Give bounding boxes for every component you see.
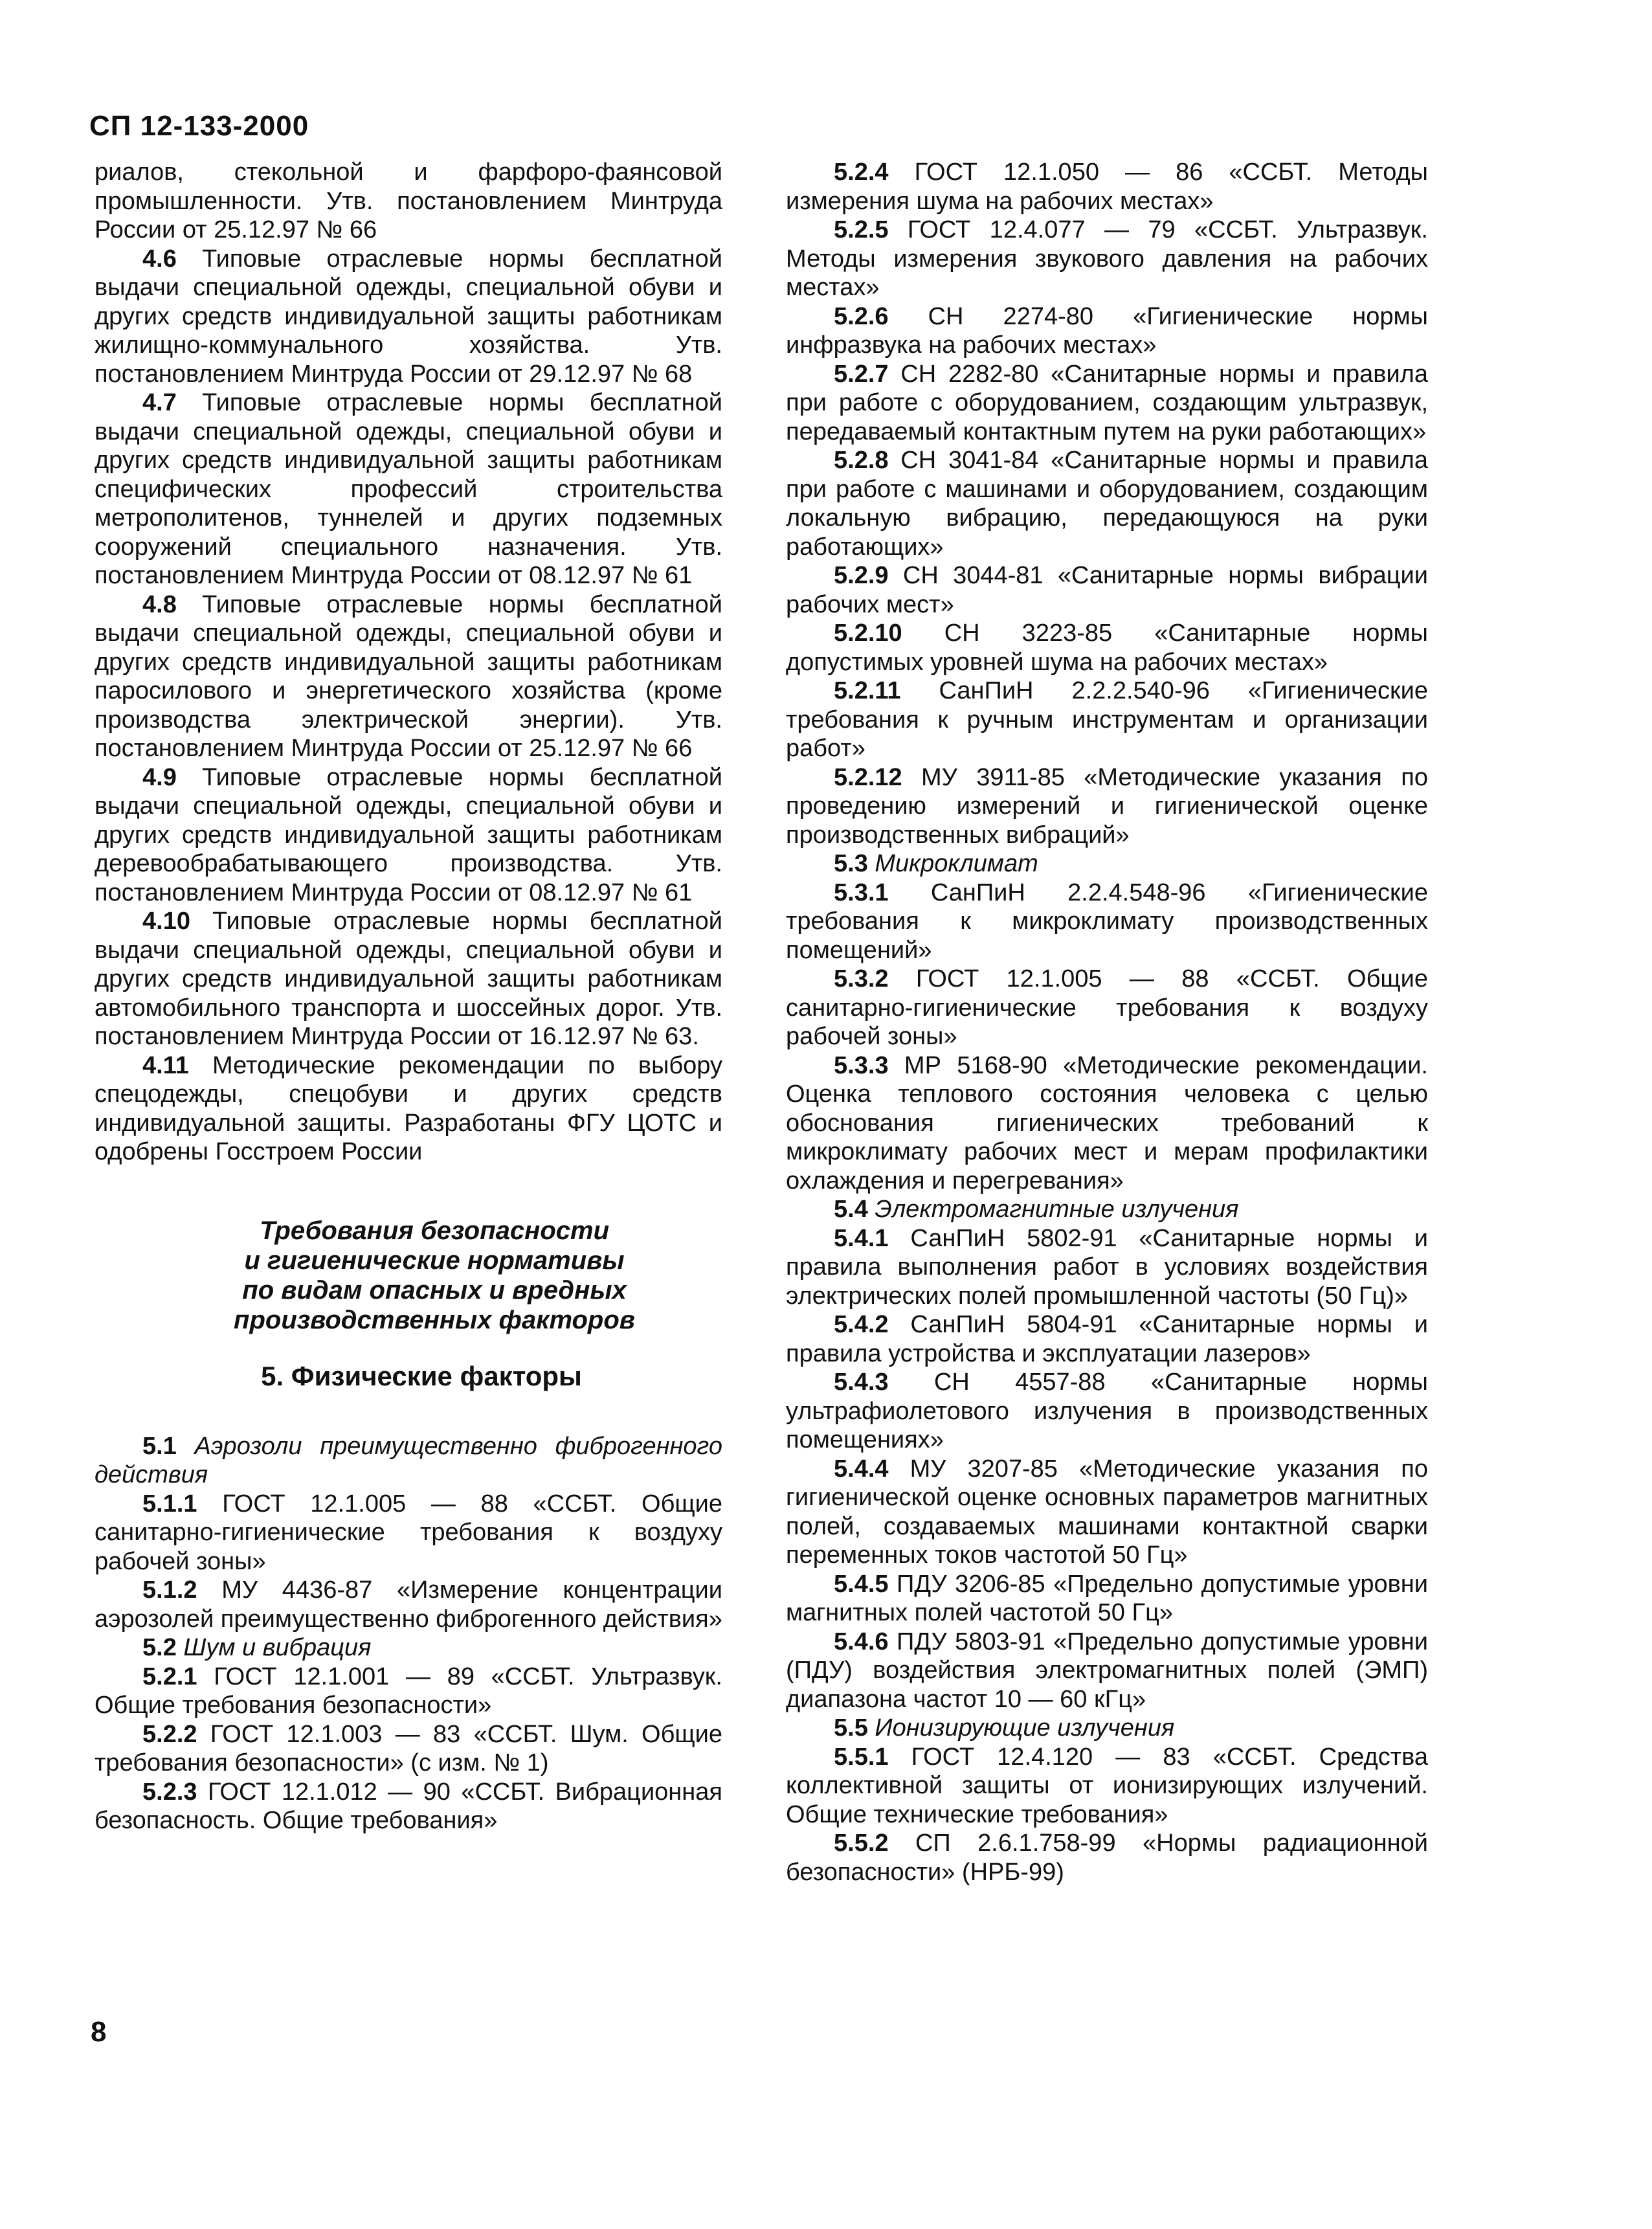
item-5-3-2 bbox=[786, 965, 1428, 1051]
item-5-2-9 bbox=[786, 561, 1428, 619]
item-5-2-1 bbox=[95, 1663, 722, 1720]
item-number: 5.3.3 bbox=[834, 1051, 889, 1079]
item-number: 5.1.2 bbox=[142, 1576, 197, 1604]
subsection-5-3 bbox=[786, 849, 1428, 879]
item-5-2-10 bbox=[786, 619, 1428, 677]
item-number: 4.11 bbox=[142, 1051, 189, 1079]
item-text: СН 3044-81 «Санитарные нормы вибрации рабочих мест» bbox=[786, 562, 1428, 618]
right-column bbox=[786, 158, 1428, 1887]
item-number: 5.2 bbox=[142, 1634, 177, 1661]
item-text: СН 4557-88 «Санитарные нормы ультрафиолетового излучения в производственных помещениях» bbox=[786, 1369, 1428, 1453]
item-text: МУ 4436-87 «Измерение концентрации аэрозолей преимущественно фиброгенного действия» bbox=[95, 1576, 722, 1633]
item-number: 5.2.1 bbox=[142, 1663, 197, 1690]
item-5-3-3 bbox=[786, 1051, 1428, 1196]
item-number: 5.5 bbox=[834, 1714, 868, 1742]
item-5-2-12 bbox=[786, 763, 1428, 850]
item-number: 5.2.12 bbox=[834, 763, 902, 791]
item-text: Ионизирующие излучения bbox=[867, 1714, 1175, 1742]
heading-line: и гигиенические нормативы bbox=[244, 1246, 625, 1275]
item-5-1-2 bbox=[95, 1576, 722, 1633]
item-5-2-8 bbox=[786, 446, 1428, 561]
item-number: 5.2.6 bbox=[834, 302, 889, 330]
item-5-3-1 bbox=[786, 879, 1428, 965]
item-text: Типовые отраслевые нормы бесплатной выдачи специальной одежды, специальной обуви и других средств индивидуальной защиты работникам деревообрабатывающего производства. Утв. постановлением Минтруда России от 08.12.97 № 61 bbox=[95, 763, 722, 906]
item-text: ГОСТ 12.4.120 — 83 «ССБТ. Средства коллективной защиты от ионизирующих излучений. Общие технические требования» bbox=[786, 1743, 1428, 1828]
section-heading bbox=[95, 1216, 722, 1335]
item-5-2-3 bbox=[95, 1778, 722, 1835]
item-text: ГОСТ 12.1.005 — 88 «ССБТ. Общие санитарно-гигиенические требования к воздуху рабочей зоны» bbox=[786, 965, 1428, 1050]
item-5-2-5 bbox=[786, 216, 1428, 302]
item-number: 4.6 bbox=[142, 245, 177, 273]
item-number: 5.2.9 bbox=[834, 562, 889, 589]
item-text: Типовые отраслевые нормы бесплатной выдачи специальной одежды, специальной обуви и других средств индивидуальной защиты работникам специфических профессий строительства метрополитенов, туннелей и других подземных сооружений специального назначения. Утв. постановлением Минтруда России от 08.12.97 № 61 bbox=[95, 389, 722, 589]
item-text: МУ 3207-85 «Методические указания по гигиенической оценке основных параметров магнитных полей, создаваемых машинами контактной сварки переменных токов частотой 50 Гц» bbox=[786, 1455, 1428, 1569]
subsection-5-2 bbox=[95, 1633, 722, 1663]
item-text: СанПиН 2.2.4.548-96 «Гигиенические требования к микроклимату производственных помещений» bbox=[786, 879, 1428, 964]
item-text: МУ 3911-85 «Методические указания по проведению измерений и гигиенической оценке производственных вибраций» bbox=[786, 763, 1428, 849]
paragraph-4-8 bbox=[95, 590, 722, 763]
item-text: Типовые отраслевые нормы бесплатной выдачи специальной одежды, специальной обуви и других средств индивидуальной защиты работникам автомобильного транспорта и шоссейных дорог. Утв. постановлением Минтруда России от 16.12.97 № 63. bbox=[95, 908, 722, 1050]
item-text: Типовые отраслевые нормы бесплатной выдачи специальной одежды, специальной обуви и других средств индивидуальной защиты работникам жилищно-коммунального хозяйства. Утв. постановлением Минтруда России от 29.12.97 № 68 bbox=[95, 245, 722, 388]
paragraph-4-6 bbox=[95, 245, 722, 389]
item-number: 5.2.3 bbox=[142, 1778, 197, 1806]
spacer bbox=[95, 1392, 722, 1432]
item-text: СанПиН 2.2.2.540-96 «Гигиенические требования к ручным инструментам и организации работ» bbox=[786, 677, 1428, 762]
item-number: 5.2.11 bbox=[834, 677, 901, 704]
item-5-5-2 bbox=[786, 1829, 1428, 1887]
item-number: 5.4 bbox=[834, 1196, 868, 1223]
item-number: 5.4.2 bbox=[834, 1311, 889, 1338]
item-number: 4.7 bbox=[142, 389, 177, 416]
item-text: СП 2.6.1.758-99 «Нормы радиационной безопасности» (НРБ-99) bbox=[786, 1830, 1428, 1886]
left-column bbox=[95, 158, 722, 1835]
item-text: ГОСТ 12.1.003 — 83 «ССБТ. Шум. Общие требования безопасности» (с изм. № 1) bbox=[95, 1720, 722, 1776]
spacer bbox=[95, 1335, 722, 1361]
item-number: 5.4.3 bbox=[834, 1369, 889, 1396]
item-number: 5.2.7 bbox=[834, 360, 889, 388]
item-5-2-7 bbox=[786, 360, 1428, 447]
item-text: СН 2274-80 «Гигиенические нормы инфразвука на рабочих местах» bbox=[786, 302, 1428, 359]
item-number: 5.4.1 bbox=[834, 1224, 889, 1252]
item-number: 5.1 bbox=[142, 1432, 177, 1460]
item-text: Аэрозоли преимущественно фиброгенного действия bbox=[95, 1432, 722, 1488]
item-number: 4.9 bbox=[142, 763, 177, 791]
item-text: СН 2282-80 «Санитарные нормы и правила при работе с оборудованием, создающим ультразвук, передаваемый контактным путем на руки работающих» bbox=[786, 360, 1428, 445]
item-5-2-4 bbox=[786, 158, 1428, 216]
paragraph-4-9 bbox=[95, 763, 722, 908]
item-text: ПДУ 5803-91 «Предельно допустимые уровни (ПДУ) воздействия электромагнитных полей (ЭМП) диапазона частот 10 — 60 кГц» bbox=[786, 1628, 1428, 1713]
item-number: 5.2.5 bbox=[834, 216, 889, 243]
item-number: 5.4.6 bbox=[834, 1628, 889, 1655]
item-number: 5.2.4 bbox=[834, 159, 889, 186]
item-5-4-1 bbox=[786, 1224, 1428, 1311]
item-5-2-6 bbox=[786, 302, 1428, 360]
item-number: 5.5.1 bbox=[834, 1743, 889, 1771]
item-text: Микроклимат bbox=[867, 850, 1038, 877]
section-title: 5. Физические факторы bbox=[261, 1360, 582, 1391]
item-text: ПДУ 3206-85 «Предельно допустимые уровни магнитных полей частотой 50 Гц» bbox=[786, 1570, 1428, 1626]
item-number: 4.8 bbox=[142, 590, 177, 618]
running-head: СП 12-133-2000 bbox=[89, 110, 309, 142]
item-text: СанПиН 5804-91 «Санитарные нормы и правила устройства и эксплуатации лазеров» bbox=[786, 1311, 1428, 1367]
paragraph-4-11 bbox=[95, 1051, 722, 1167]
item-text: СанПиН 5802-91 «Санитарные нормы и правила выполнения работ в условиях воздействия электрических полей промышленной частоты (50 Гц)» bbox=[786, 1224, 1428, 1310]
item-5-1-1 bbox=[95, 1490, 722, 1576]
item-text: МР 5168-90 «Методические рекомендации. Оценка теплового состояния человека с целью обоснования гигиенических требований к микроклимату рабочих мест и мерам профилактики охлаждения и перегревания» bbox=[786, 1051, 1428, 1194]
item-5-4-2 bbox=[786, 1310, 1428, 1368]
heading-line: производственных факторов bbox=[234, 1305, 635, 1334]
item-number: 5.5.2 bbox=[834, 1830, 889, 1857]
subsection-5-4 bbox=[786, 1195, 1428, 1224]
paragraph-4-10 bbox=[95, 907, 722, 1051]
subsection-5-1 bbox=[95, 1432, 722, 1490]
item-text: Методические рекомендации по выбору спецодежды, спецобуви и других средств индивидуальной защиты. Разработаны ФГУ ЦОТС и одобрены Госстроем России bbox=[95, 1051, 722, 1165]
item-number: 5.3 bbox=[834, 850, 868, 877]
item-text: ГОСТ 12.1.005 — 88 «ССБТ. Общие санитарно-гигиенические требования к воздуху рабочей зоны» bbox=[95, 1490, 722, 1575]
item-number: 5.3.1 bbox=[834, 879, 889, 906]
item-number: 5.2.10 bbox=[834, 620, 902, 647]
item-5-2-11 bbox=[786, 677, 1428, 763]
heading-line: Требования безопасности bbox=[259, 1216, 610, 1245]
subsection-5-5 bbox=[786, 1714, 1428, 1743]
item-5-4-5 bbox=[786, 1570, 1428, 1628]
paragraph-4-7 bbox=[95, 388, 722, 590]
item-text: ГОСТ 12.1.012 — 90 «ССБТ. Вибрационная безопасность. Общие требования» bbox=[95, 1778, 722, 1834]
heading-line: по видам опасных и вредных bbox=[242, 1275, 627, 1305]
spacer bbox=[95, 1167, 722, 1216]
item-5-2-2 bbox=[95, 1720, 722, 1778]
item-number: 5.4.4 bbox=[834, 1455, 889, 1483]
item-5-4-3 bbox=[786, 1368, 1428, 1455]
item-text: ГОСТ 12.1.050 — 86 «ССБТ. Методы измерения шума на рабочих местах» bbox=[786, 159, 1428, 215]
page-number: 8 bbox=[91, 2016, 107, 2048]
item-number: 5.2.8 bbox=[834, 447, 889, 474]
item-number: 5.1.1 bbox=[142, 1490, 197, 1518]
item-text: Электромагнитные излучения bbox=[867, 1196, 1239, 1223]
item-number: 4.10 bbox=[142, 908, 190, 935]
item-text: СН 3041-84 «Санитарные нормы и правила при работе с машинами и оборудованием, создающим локальную вибрацию, передающуюся на руки работающих» bbox=[786, 447, 1428, 561]
item-number: 5.3.2 bbox=[834, 965, 889, 992]
paragraph: риалов, стекольной и фарфоро-фаянсовой промышленности. Утв. постановлением Минтруда России от 25.12.97 № 66 bbox=[95, 159, 722, 243]
item-text: Шум и вибрация bbox=[176, 1634, 372, 1661]
item-number: 5.2.2 bbox=[142, 1720, 197, 1748]
item-5-4-4 bbox=[786, 1455, 1428, 1570]
item-text: Типовые отраслевые нормы бесплатной выдачи специальной одежды, специальной обуви и других средств индивидуальной защиты работникам паросилового и энергетического хозяйства (кроме производства электрической энергии). Утв. постановлением Минтруда России от 25.12.97 № 66 bbox=[95, 590, 722, 762]
item-text: СН 3223-85 «Санитарные нормы допустимых уровней шума на рабочих местах» bbox=[786, 620, 1428, 676]
item-text: ГОСТ 12.1.001 — 89 «ССБТ. Ультразвук. Общие требования безопасности» bbox=[95, 1663, 722, 1719]
item-5-4-6 bbox=[786, 1628, 1428, 1714]
item-text: ГОСТ 12.4.077 — 79 «ССБТ. Ультразвук. Методы измерения звукового давления на рабочих местах» bbox=[786, 216, 1428, 301]
item-number: 5.4.5 bbox=[834, 1570, 889, 1598]
item-5-5-1 bbox=[786, 1743, 1428, 1830]
